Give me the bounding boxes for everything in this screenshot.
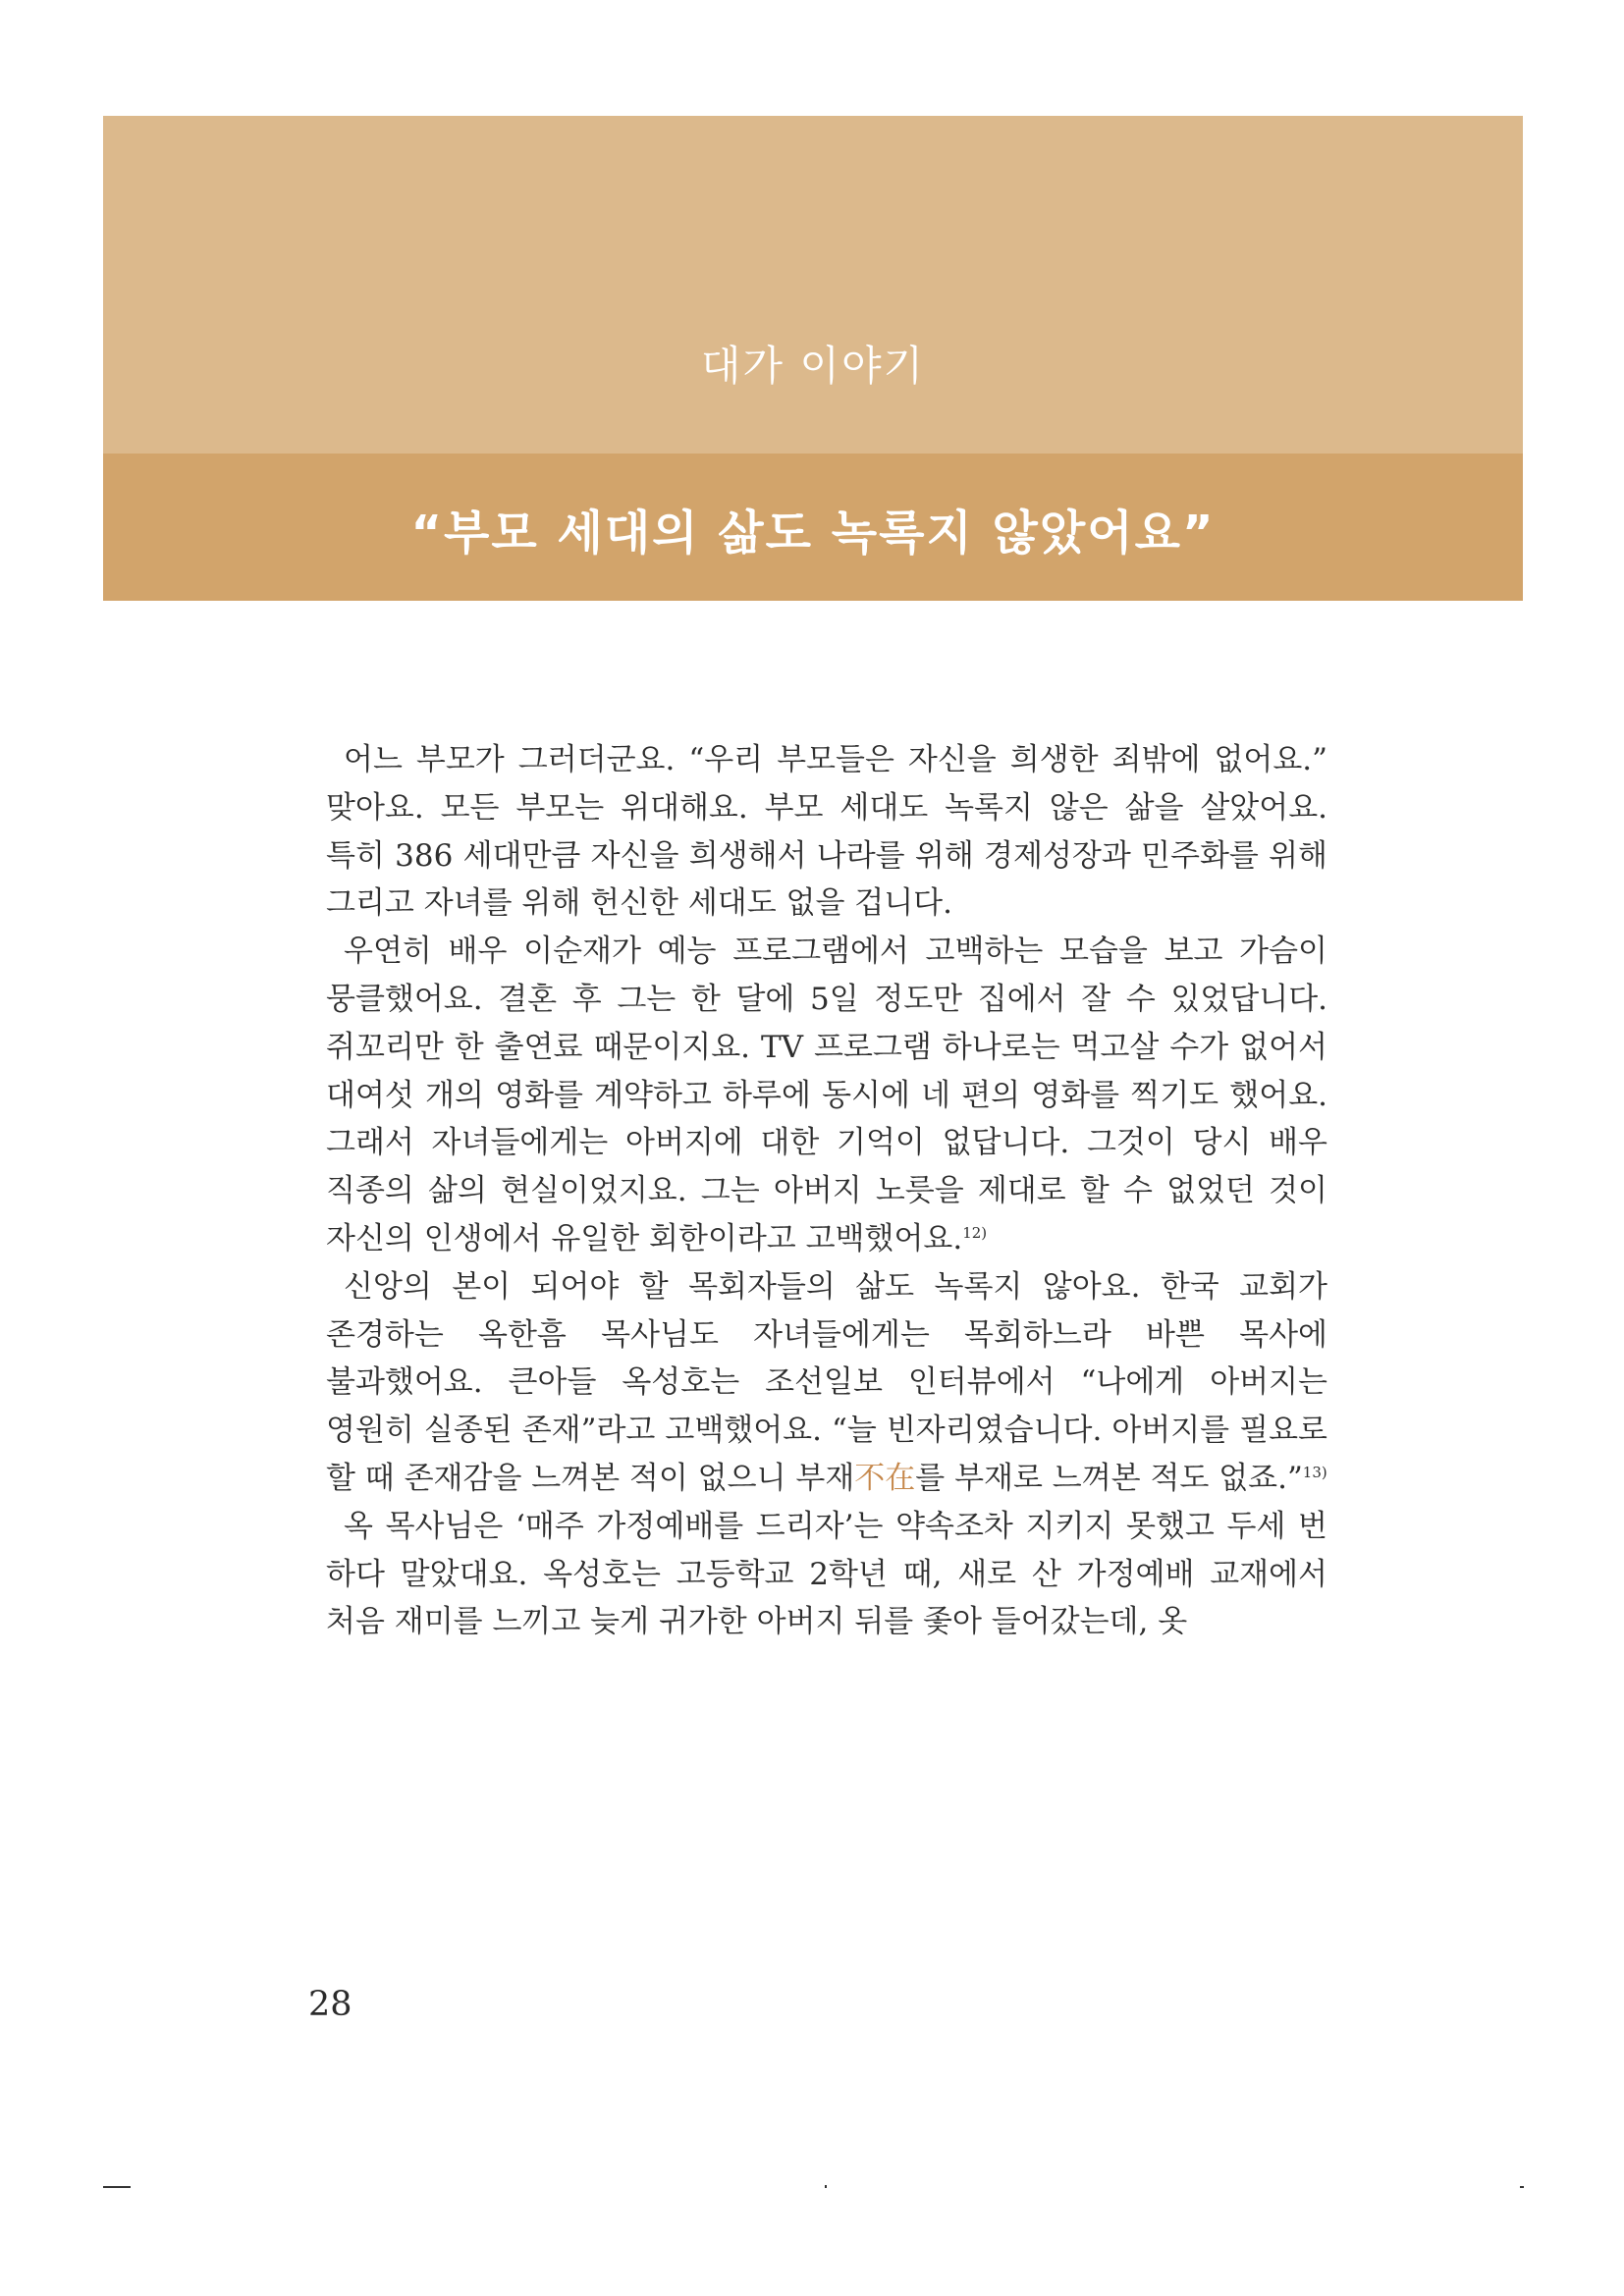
footnote-marker: 12)	[962, 1223, 988, 1242]
page-number: 28	[308, 1985, 352, 2024]
section-header-band	[103, 116, 1523, 454]
paragraph	[326, 1263, 1327, 1503]
chapter-title: “부모 세대의 삶도 녹록지 않았어요”	[410, 506, 1216, 561]
paragraph	[326, 1503, 1327, 1646]
paragraph-text: 를 부재로 느껴본 적도 없죠.”	[915, 1460, 1303, 1496]
hanja-annotation: 不在	[854, 1460, 916, 1496]
paragraph-text: 우연히 배우 이순재가 예능 프로그램에서 고백하는 모습을 보고 가슴이 뭉클했어요. 결혼 후 그는 한 달에 5일 정도만 집에서 잘 수 있었답니다. 쥐꼬리만 한 출연료 때문이지요. TV 프로그램 하나로는 먹고살 수가 없어서 대여섯 개의 영화를 계약하고 하루에 동시에 네 편의 영화를 찍기도 했어요. 그래서 자녀들에게는 아버지에 대한 기억이 없답니다. 그것이 당시 배우 직종의 삶의 현실이었지요. 그는 아버지 노릇을 제대로 할 수 없었던 것이 자신의 인생에서 유일한 회한이라고 고백했어요.	[326, 934, 1327, 1256]
footnote-marker: 13)	[1302, 1463, 1327, 1481]
crop-mark-left	[103, 2186, 131, 2188]
body-text	[326, 736, 1327, 1646]
paragraph-text: 옥 목사님은 ‘매주 가정예배를 드리자’는 약속조차 지키지 못했고 두세 번 하다 말았대요. 옥성호는 고등학교 2학년 때, 새로 산 가정예배 교재에서 처음 재미를 느끼고 늦게 귀가한 아버지 뒤를 좇아 들어갔는데, 옷	[326, 1508, 1327, 1640]
crop-mark-right	[1520, 2186, 1524, 2188]
crop-mark-center	[825, 2185, 827, 2188]
paragraph-text: 어느 부모가 그러더군요. “우리 부모들은 자신을 희생한 죄밖에 없어요.” 맞아요. 모든 부모는 위대해요. 부모 세대도 녹록지 않은 삶을 살았어요. 특히 386 세대만큼 자신을 희생해서 나라를 위해 경제성장과 민주화를 위해 그리고 자녀를 위해 헌신한 세대도 없을 겁니다.	[326, 742, 1327, 922]
paragraph	[326, 928, 1327, 1263]
chapter-title-band	[103, 454, 1523, 601]
paragraph	[326, 736, 1327, 928]
section-label: 대가 이야기	[700, 342, 926, 390]
paragraph-text: 신앙의 본이 되어야 할 목회자들의 삶도 녹록지 않아요. 한국 교회가 존경하는 옥한흠 목사님도 자녀들에게는 목회하느라 바쁜 목사에 불과했어요. 큰아들 옥성호는 조선일보 인터뷰에서 “나에게 아버지는 영원히 실종된 존재”라고 고백했어요. “늘 빈자리였습니다. 아버지를 필요로 할 때 존재감을 느껴본 적이 없으니 부재	[326, 1268, 1327, 1496]
